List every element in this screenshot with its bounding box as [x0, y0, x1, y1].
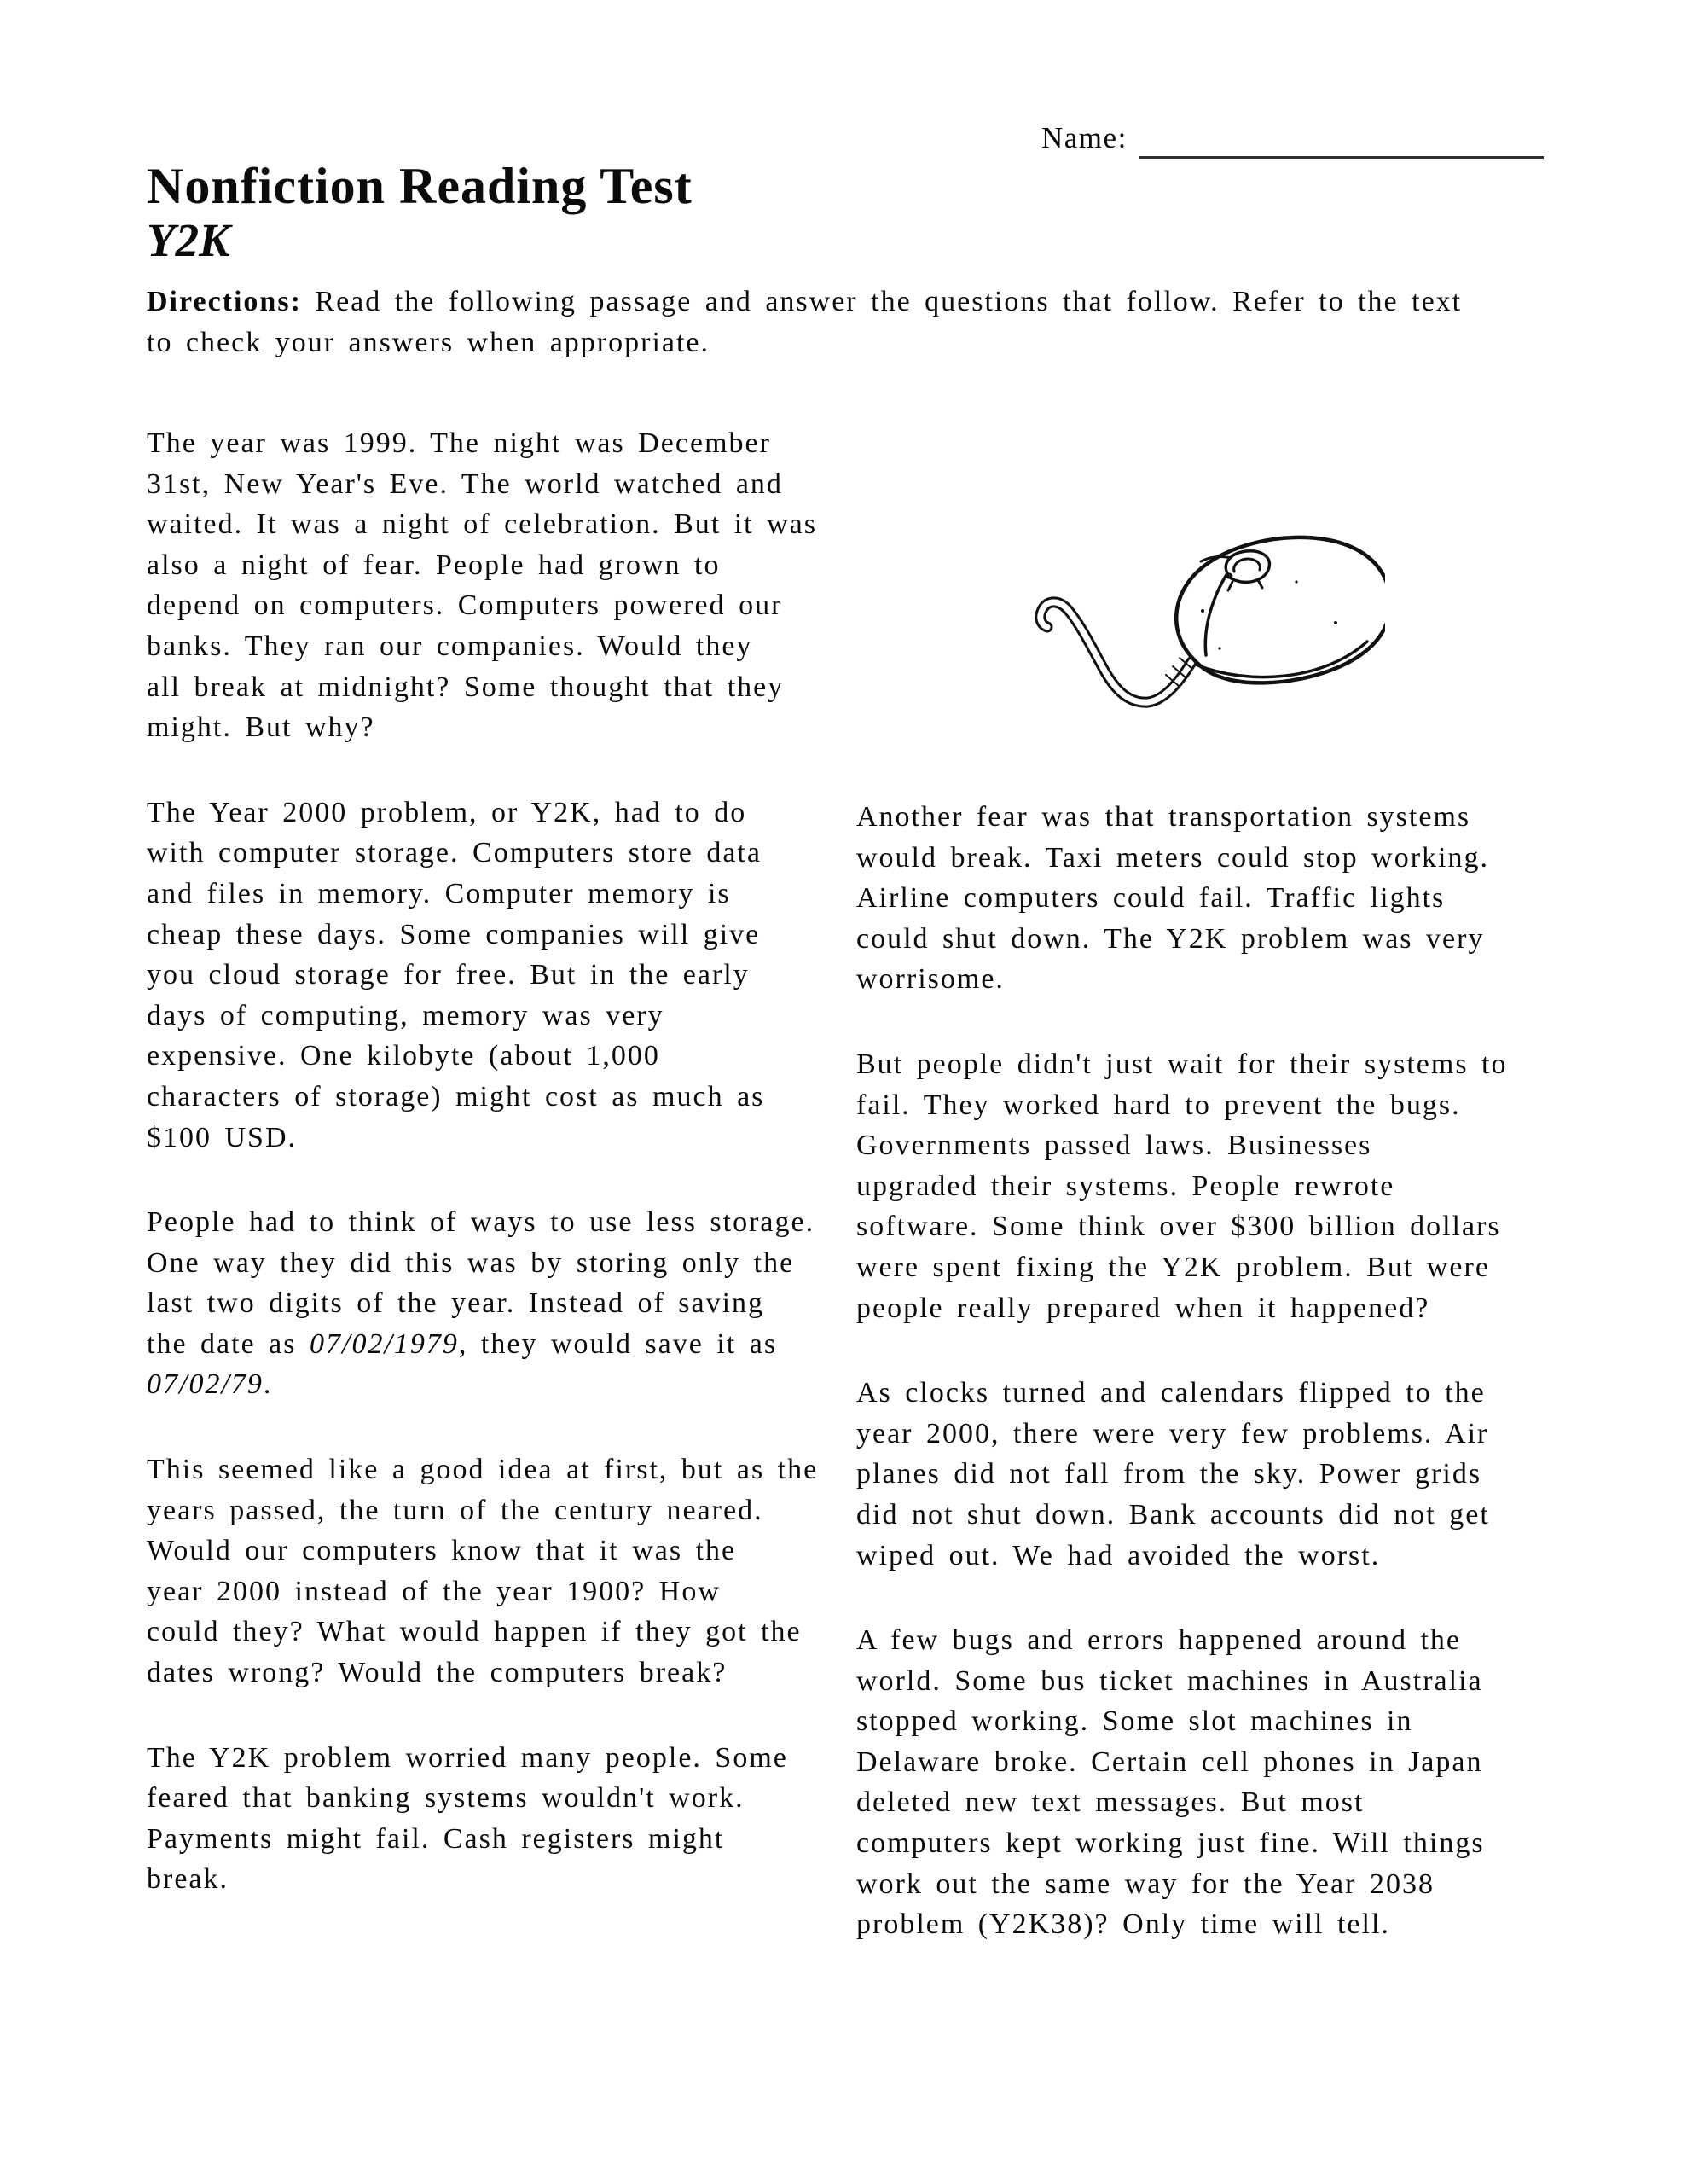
passage-line: planes did not fall from the sky. Power grids	[856, 1458, 1482, 1490]
passage-line: 31st, New Year's Eve. The world watched and	[147, 468, 783, 500]
passage-line: depend on computers. Computers powered our	[147, 590, 783, 622]
passage-paragraph	[856, 1044, 1590, 1328]
passage-line: people really prepared when it happened?	[856, 1292, 1430, 1324]
passage-line: Governments passed laws. Businesses	[856, 1130, 1372, 1162]
page-subtitle: Y2K	[147, 214, 230, 266]
passage-line: banks. They ran our companies. Would they	[147, 630, 753, 662]
passage-line: worrisome.	[856, 963, 1005, 996]
computer-mouse-svg	[1022, 522, 1385, 710]
ink-speck	[1334, 621, 1337, 624]
passage-line: 07/02/79.	[147, 1368, 273, 1401]
passage-line: fail. They worked hard to prevent the bugs.	[856, 1089, 1461, 1121]
passage-line: did not shut down. Bank accounts did not get	[856, 1498, 1490, 1531]
passage-line: Payments might fail. Cash registers might	[147, 1822, 725, 1855]
passage-line: days of computing, memory was very	[147, 999, 664, 1031]
passage-paragraph	[147, 793, 880, 1158]
passage-line: upgraded their systems. People rewrote	[856, 1170, 1395, 1202]
page-title: Nonfiction Reading Test	[147, 158, 693, 214]
scroll-wheel-base	[1226, 573, 1233, 579]
directions-line	[147, 282, 1580, 322]
directions	[147, 282, 1580, 363]
scroll-wheel	[1226, 551, 1269, 583]
ink-speck	[1218, 647, 1220, 649]
passage-line: A few bugs and errors happened around the	[856, 1624, 1461, 1657]
passage-line: As clocks turned and calendars flipped to the	[856, 1377, 1486, 1409]
passage-paragraph	[147, 1449, 880, 1693]
passage-line: year 2000, there were very few problems. Air	[856, 1417, 1489, 1449]
passage-line: dates wrong? Would the computers break?	[147, 1657, 728, 1689]
passage-line: break.	[147, 1863, 229, 1896]
computer-mouse-illustration	[1022, 522, 1385, 710]
passage-line: People had to think of ways to use less storage.	[147, 1206, 815, 1239]
passage-line: cheap these days. Some companies will give	[147, 918, 761, 950]
mouse-cable-inner	[1041, 602, 1191, 702]
passage-line: expensive. One kilobyte (about 1,000	[147, 1040, 660, 1072]
passage-line: stopped working. Some slot machines in	[856, 1705, 1413, 1738]
ink-speck	[1201, 609, 1204, 613]
name-label: Name:	[1041, 121, 1128, 154]
passage-line: One way they did this was by storing only the	[147, 1246, 795, 1279]
passage-line: the date as 07/02/1979, they would save it as	[147, 1327, 778, 1360]
passage-line: and files in memory. Computer memory is	[147, 877, 731, 909]
passage-line: all break at midnight? Some thought that they	[147, 671, 785, 703]
passage-line: The Year 2000 problem, or Y2K, had to do	[147, 796, 747, 828]
passage-line: years passed, the turn of the century neared.	[147, 1494, 763, 1526]
passage-line: work out the same way for the Year 2038	[856, 1867, 1435, 1900]
passage-line: might. But why?	[147, 712, 375, 744]
passage-line: computers kept working just fine. Will things	[856, 1827, 1485, 1860]
passage-line: were spent fixing the Y2K problem. But were	[856, 1251, 1490, 1283]
passage-line: with computer storage. Computers store data	[147, 837, 762, 869]
italic-date: 07/02/79	[147, 1368, 264, 1401]
passage-line: Another fear was that transportation systems	[856, 801, 1471, 833]
passage-line: could shut down. The Y2K problem was very	[856, 922, 1485, 955]
passage-paragraph	[856, 797, 1590, 1000]
passage-line: Delaware broke. Certain cell phones in Japan	[856, 1745, 1483, 1778]
directions-label: Directions:	[147, 286, 302, 317]
passage-line: But people didn't just wait for their systems to	[856, 1048, 1508, 1080]
passage-line: The Y2K problem worried many people. Some	[147, 1741, 788, 1774]
passage-line: would break. Taxi meters could stop working.	[856, 841, 1489, 874]
passage-paragraph	[147, 423, 880, 748]
passage-column-right	[856, 797, 1590, 1989]
passage-paragraph	[147, 1202, 880, 1405]
passage-line: characters of storage) might cost as much as	[147, 1080, 765, 1112]
passage-paragraph	[856, 1620, 1590, 1945]
passage-line: you cloud storage for free. But in the early	[147, 959, 750, 991]
name-field	[1041, 118, 1544, 159]
passage-line: software. Some think over $300 billion dollars	[856, 1211, 1501, 1243]
passage-line: Would our computers know that it was the	[147, 1535, 737, 1567]
ink-speck	[1295, 580, 1297, 583]
passage-paragraph	[147, 1738, 880, 1900]
passage-line: feared that banking systems wouldn't work.	[147, 1782, 745, 1815]
passage-line: last two digits of the year. Instead of saving	[147, 1287, 765, 1320]
passage-line: also a night of fear. People had grown to	[147, 549, 721, 581]
passage-line: deleted new text messages. But most	[856, 1786, 1365, 1819]
passage-line: could they? What would happen if they got the	[147, 1616, 802, 1648]
passage-line: This seemed like a good idea at first, but as the	[147, 1454, 819, 1486]
passage-line: $100 USD.	[147, 1121, 298, 1153]
passage-paragraph	[856, 1373, 1590, 1576]
passage-line: world. Some bus ticket machines in Australia	[856, 1664, 1483, 1697]
passage-line: wiped out. We had avoided the worst.	[856, 1539, 1381, 1571]
name-input-line[interactable]	[1139, 119, 1544, 159]
directions-text: Read the following passage and answer the questions that follow. Refer to the text	[301, 286, 1463, 317]
passage-line: Airline computers could fail. Traffic lights	[856, 882, 1446, 915]
passage-line: year 2000 instead of the year 1900? How	[147, 1575, 721, 1607]
passage-column-left	[147, 423, 880, 1944]
passage-line: The year was 1999. The night was December	[147, 427, 771, 459]
directions-line: to check your answers when appropriate.	[147, 327, 710, 358]
italic-date: 07/02/1979	[310, 1327, 459, 1360]
passage-line: waited. It was a night of celebration. But it was	[147, 508, 817, 541]
passage-line: problem (Y2K38)? Only time will tell.	[856, 1908, 1390, 1941]
